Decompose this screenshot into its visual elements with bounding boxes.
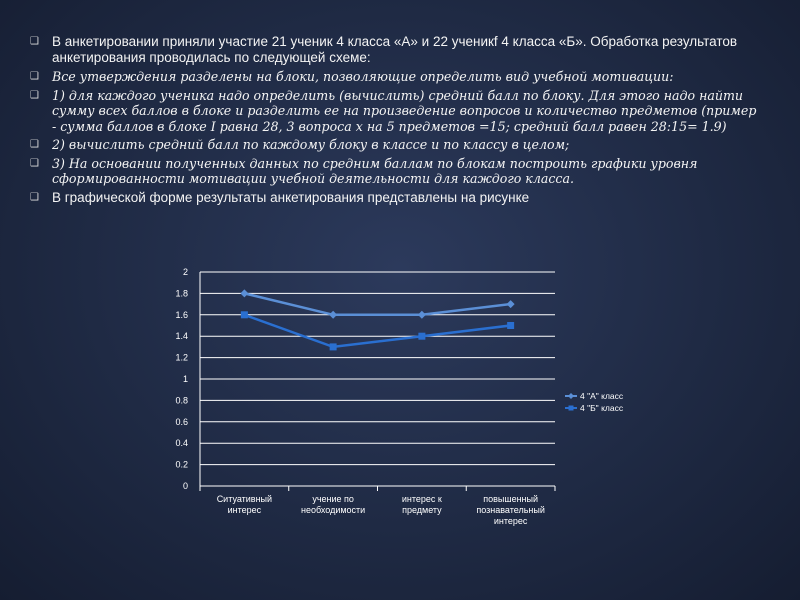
y-tick-label: 0 [182,481,188,491]
legend-label: 4 "Б" класс [580,403,624,413]
legend-marker [569,406,574,411]
bullet-marker-icon: ❑ [30,89,39,101]
series-line [244,315,510,347]
data-point [240,289,248,297]
bullet-item [30,137,760,153]
y-tick-label: 1.6 [175,309,188,320]
bullet-marker-icon: ❑ [30,191,39,203]
data-point [329,311,337,319]
x-tick-label: интерес к [401,494,442,504]
x-tick-label: познавательный [476,505,545,515]
y-tick-label: 1.8 [175,288,188,299]
bullet-text: 2) вычислить средний балл по каждому блоку в классе и по классу в целом; [52,137,570,152]
bullet-text: В графической форме результаты анкетирования представлены на рисунке [52,189,530,205]
data-point [241,311,248,318]
y-tick-label: 0.8 [175,395,188,406]
bullet-marker-icon: ❑ [30,139,39,150]
x-tick-label: повышенный [483,494,539,504]
y-tick-label: 1.2 [175,352,188,363]
data-point [418,333,425,340]
x-tick-label: предмету [402,505,442,515]
bullet-marker-icon: ❑ [30,157,39,169]
x-tick-label: учение по [312,494,354,504]
y-tick-label: 0.6 [175,416,188,427]
legend-label: 4 "А" класс [580,391,624,401]
x-tick-label: Ситуативный [216,494,273,504]
bullet-list [30,34,760,209]
bullet-item [30,88,760,135]
line-chart [160,262,660,542]
bullet-text: Все утверждения разделены на блоки, позволяющие определить вид учебной мотивации: [52,69,674,84]
x-tick-label: необходимости [301,505,366,515]
y-tick-label: 1 [182,374,188,384]
bullet-text: В анкетировании приняли участие 21 ученик 4 класса «А» и 22 ученикf 4 класса «Б». Обработка результатов анкетирования проводилась по следующей схеме: [52,34,738,65]
chart-container [160,262,660,542]
y-tick-label: 0.2 [175,459,188,470]
data-point [330,343,337,350]
bullet-text: 3) На основании полученных данных по средним баллам по блокам построить графики уровня сформированности мотивации учебной деятельности для каждого класса. [52,155,698,186]
bullet-text: 1) для каждого ученика надо определить (вычислить) средний балл по блоку. Для этого надо найти сумму всех баллов в блоке и разделить ее на произведение вопросов и количество предметов (пример - сумма баллов в блоке I равна 28, 3 вопроса х на 5 предметов =15; средний балл равен 28:15= 1.9) [52,87,757,134]
data-point [418,311,426,319]
data-point [507,300,515,308]
bullet-marker-icon: ❑ [30,71,39,82]
bullet-item [30,156,760,187]
bullet-item [30,34,760,66]
y-tick-label: 2 [182,267,188,277]
data-point [507,322,514,329]
y-tick-label: 0.4 [175,438,188,449]
series-line [244,293,510,314]
bullet-item [30,190,760,206]
y-tick-label: 1.4 [175,331,188,342]
x-tick-label: интерес [227,505,262,515]
bullet-item [30,69,760,85]
x-tick-label: интерес [493,516,528,526]
bullet-marker-icon: ❑ [30,36,39,47]
legend-marker [568,393,574,399]
